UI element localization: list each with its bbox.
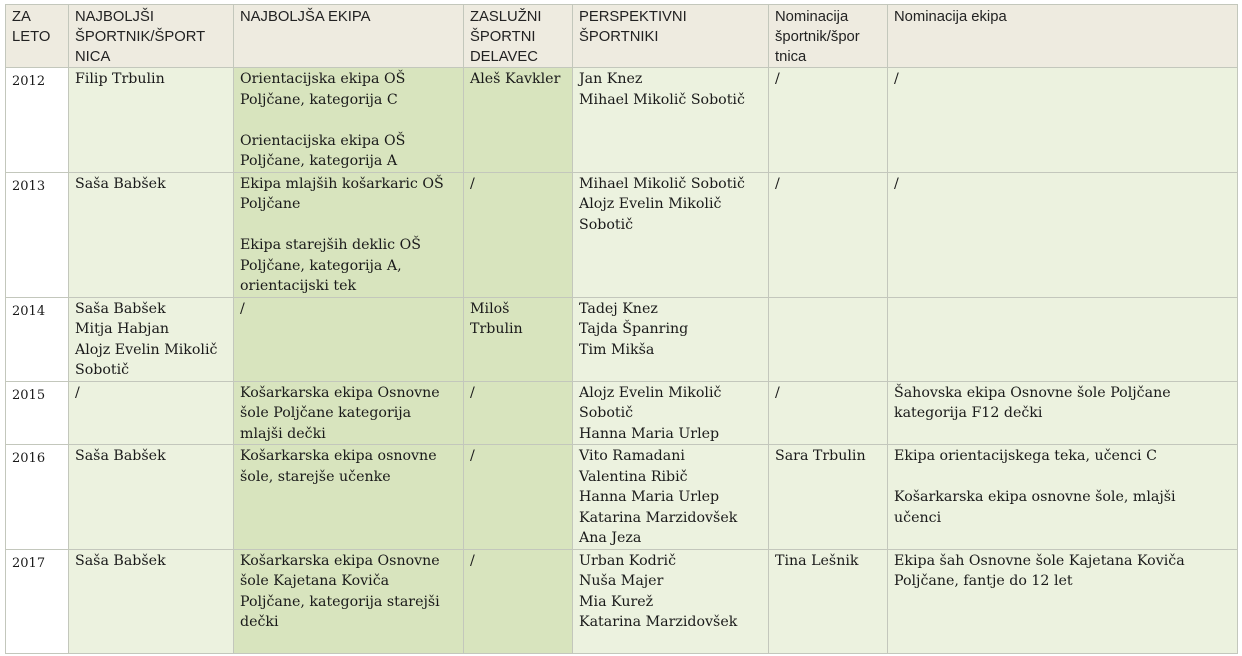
table-header bbox=[6, 5, 1238, 68]
cell-line: Alojz Evelin Mikolič bbox=[75, 341, 218, 358]
cell-line: Ekipa orientacijskega teka, učenci C bbox=[894, 448, 1157, 464]
cell-line: Vito Ramadani bbox=[579, 448, 685, 464]
cell-line: Ekipa starejših deklic OŠ bbox=[240, 237, 421, 253]
nomination-team-cell bbox=[888, 68, 1238, 173]
cell-line: Katarina Marzidovšek bbox=[579, 509, 738, 526]
best-team-cell bbox=[234, 172, 464, 297]
header-line: LETO bbox=[12, 29, 51, 45]
header-prospective-athletes bbox=[573, 5, 769, 68]
best-athlete-cell bbox=[69, 549, 234, 653]
header-line: ZASLUŽNI bbox=[470, 9, 542, 25]
best-team-cell bbox=[234, 445, 464, 550]
year-cell: 2012 bbox=[6, 68, 69, 173]
nomination-athlete-cell bbox=[769, 68, 888, 173]
cell-line: mlajši dečki bbox=[240, 425, 326, 442]
cell-line: kategorija F12 dečki bbox=[894, 405, 1043, 421]
table-row bbox=[6, 297, 1238, 381]
cell-line: učenci bbox=[894, 509, 942, 526]
cell-line: Saša Babšek bbox=[75, 300, 166, 317]
cell-line: šole Poljčane kategorija bbox=[240, 405, 412, 421]
cell-line: Poljčane, kategorija A, bbox=[240, 257, 402, 274]
cell-line: Šahovska ekipa Osnovne šole Poljčane bbox=[894, 384, 1171, 401]
cell-line: Orientacijska ekipa OŠ bbox=[240, 132, 406, 149]
header-nomination-athlete bbox=[769, 5, 888, 68]
cell-line: šole Kajetana Koviča bbox=[240, 573, 390, 589]
header-best-team bbox=[234, 5, 464, 68]
best-team-cell bbox=[234, 549, 464, 653]
cell-line: / bbox=[470, 384, 475, 401]
cell-line: Košarkarska ekipa Osnovne bbox=[240, 552, 440, 569]
cell-line: Filip Trbulin bbox=[75, 71, 165, 87]
cell-line: Ekipa mlajših košarkaric OŠ bbox=[240, 175, 444, 192]
best-athlete-cell bbox=[69, 172, 234, 297]
prospective-athletes-cell bbox=[573, 68, 769, 173]
nomination-team-cell bbox=[888, 297, 1238, 381]
prospective-athletes-cell bbox=[573, 549, 769, 653]
header-line: DELAVEC bbox=[470, 49, 538, 65]
nomination-team-cell bbox=[888, 172, 1238, 297]
header-line: Nominacija bbox=[775, 9, 849, 25]
header-merited-worker bbox=[464, 5, 573, 68]
cell-line: Poljčane, kategorija C bbox=[240, 91, 398, 108]
header-line: NICA bbox=[75, 49, 111, 65]
header-line: športnik/špor bbox=[775, 29, 860, 45]
spacer bbox=[240, 215, 457, 236]
cell-line: Košarkarska ekipa osnovne bbox=[240, 448, 437, 464]
cell-line: / bbox=[894, 71, 899, 87]
prospective-athletes-cell bbox=[573, 445, 769, 550]
cell-line: Tina Lešnik bbox=[775, 552, 859, 569]
merited-worker-cell bbox=[464, 381, 573, 445]
table-row bbox=[6, 381, 1238, 445]
cell-line: Saša Babšek bbox=[75, 175, 166, 192]
cell-line: / bbox=[775, 175, 780, 192]
cell-line: Sobotič bbox=[579, 216, 634, 233]
cell-line: Hanna Maria Urlep bbox=[579, 489, 720, 505]
cell-line: Nuša Majer bbox=[579, 573, 664, 589]
best-athlete-cell bbox=[69, 68, 234, 173]
table-body bbox=[6, 68, 1238, 654]
header-line: NAJBOLJŠI bbox=[75, 9, 154, 25]
table-row bbox=[6, 172, 1238, 297]
header-row bbox=[6, 5, 1238, 68]
cell-line: Urban Kodrič bbox=[579, 552, 677, 569]
nomination-team-cell bbox=[888, 445, 1238, 550]
cell-line: / bbox=[775, 384, 780, 401]
cell-line: dečki bbox=[240, 614, 279, 630]
cell-line: Saša Babšek bbox=[75, 448, 166, 464]
cell-line: / bbox=[775, 71, 780, 87]
year-cell: 2014 bbox=[6, 297, 69, 381]
header-year bbox=[6, 5, 69, 68]
cell-line: Ekipa šah Osnovne šole Kajetana Koviča bbox=[894, 552, 1185, 569]
cell-line: Mia Kurež bbox=[579, 593, 654, 610]
cell-line: Poljčane, kategorija starejši bbox=[240, 593, 440, 610]
prospective-athletes-cell bbox=[573, 297, 769, 381]
year-cell: 2016 bbox=[6, 445, 69, 550]
merited-worker-cell bbox=[464, 172, 573, 297]
cell-line: Sara Trbulin bbox=[775, 448, 866, 464]
cell-line: Ana Jeza bbox=[579, 530, 642, 546]
merited-worker-cell bbox=[464, 297, 573, 381]
cell-line: Valentina Ribič bbox=[579, 468, 688, 485]
cell-line: / bbox=[470, 448, 475, 464]
cell-line: / bbox=[894, 175, 899, 192]
year-cell: 2015 bbox=[6, 381, 69, 445]
header-line: ZA bbox=[12, 9, 31, 25]
cell-line: Mitja Habjan bbox=[75, 321, 170, 337]
cell-line: Alojz Evelin Mikolič bbox=[579, 384, 722, 401]
cell-line: Mihael Mikolič Sobotič bbox=[579, 175, 745, 192]
best-team-cell bbox=[234, 381, 464, 445]
year-cell: 2017 bbox=[6, 549, 69, 653]
cell-line: Sobotič bbox=[75, 362, 130, 378]
best-team-cell bbox=[234, 68, 464, 173]
header-nomination-team bbox=[888, 5, 1238, 68]
cell-line: Hanna Maria Urlep bbox=[579, 425, 720, 442]
nomination-athlete-cell bbox=[769, 381, 888, 445]
cell-line: Alojz Evelin Mikolič bbox=[579, 196, 722, 212]
prospective-athletes-cell bbox=[573, 172, 769, 297]
spacer bbox=[894, 467, 1231, 488]
nomination-athlete-cell bbox=[769, 445, 888, 550]
merited-worker-cell bbox=[464, 445, 573, 550]
table-row bbox=[6, 549, 1238, 653]
cell-line: Košarkarska ekipa osnovne šole, mlajši bbox=[894, 489, 1176, 505]
cell-line: Tadej Knez bbox=[579, 300, 658, 317]
cell-line: šole, starejše učenke bbox=[240, 468, 391, 485]
best-team-cell bbox=[234, 297, 464, 381]
header-line: PERSPEKTIVNI bbox=[579, 9, 687, 25]
year-cell: 2013 bbox=[6, 172, 69, 297]
table-row bbox=[6, 445, 1238, 550]
header-line: Nominacija ekipa bbox=[894, 9, 1007, 25]
best-athlete-cell bbox=[69, 297, 234, 381]
header-line: ŠPORTNI bbox=[470, 29, 536, 45]
nomination-athlete-cell bbox=[769, 297, 888, 381]
cell-line: Sobotič bbox=[579, 405, 634, 421]
nomination-team-cell bbox=[888, 549, 1238, 653]
cell-line: / bbox=[240, 300, 245, 317]
cell-line: Orientacijska ekipa OŠ bbox=[240, 71, 406, 87]
cell-line: Poljčane, kategorija A bbox=[240, 153, 398, 169]
cell-line: Aleš Kavkler bbox=[470, 71, 561, 87]
header-line: tnica bbox=[775, 49, 807, 65]
prospective-athletes-cell bbox=[573, 381, 769, 445]
cell-line: orientacijski tek bbox=[240, 278, 357, 294]
table-row bbox=[6, 68, 1238, 173]
best-athlete-cell bbox=[69, 445, 234, 550]
cell-line: Katarina Marzidovšek bbox=[579, 614, 738, 630]
nomination-athlete-cell bbox=[769, 172, 888, 297]
cell-line: Tajda Španring bbox=[579, 321, 689, 337]
cell-line: Saša Babšek bbox=[75, 552, 166, 569]
header-line: NAJBOLJŠA EKIPA bbox=[240, 9, 371, 25]
cell-line: Košarkarska ekipa Osnovne bbox=[240, 384, 440, 401]
awards-table bbox=[5, 4, 1238, 654]
nomination-team-cell bbox=[888, 381, 1238, 445]
cell-line: / bbox=[75, 384, 80, 401]
cell-line: Trbulin bbox=[470, 321, 523, 337]
cell-line: Miloš bbox=[470, 300, 510, 317]
best-athlete-cell bbox=[69, 381, 234, 445]
cell-line: Poljčane bbox=[240, 196, 301, 212]
spacer bbox=[240, 110, 457, 131]
nomination-athlete-cell bbox=[769, 549, 888, 653]
cell-line: Poljčane, fantje do 12 let bbox=[894, 573, 1073, 589]
cell-line: / bbox=[470, 552, 475, 569]
merited-worker-cell bbox=[464, 549, 573, 653]
cell-line: Mihael Mikolič Sobotič bbox=[579, 91, 745, 108]
header-best-athlete bbox=[69, 5, 234, 68]
header-line: ŠPORTNIKI bbox=[579, 29, 659, 45]
cell-line: Jan Knez bbox=[579, 71, 643, 87]
header-line: ŠPORTNIK/ŠPORT bbox=[75, 29, 206, 45]
cell-line: Tim Mikša bbox=[579, 341, 655, 358]
cell-line: / bbox=[470, 175, 475, 192]
merited-worker-cell bbox=[464, 68, 573, 173]
